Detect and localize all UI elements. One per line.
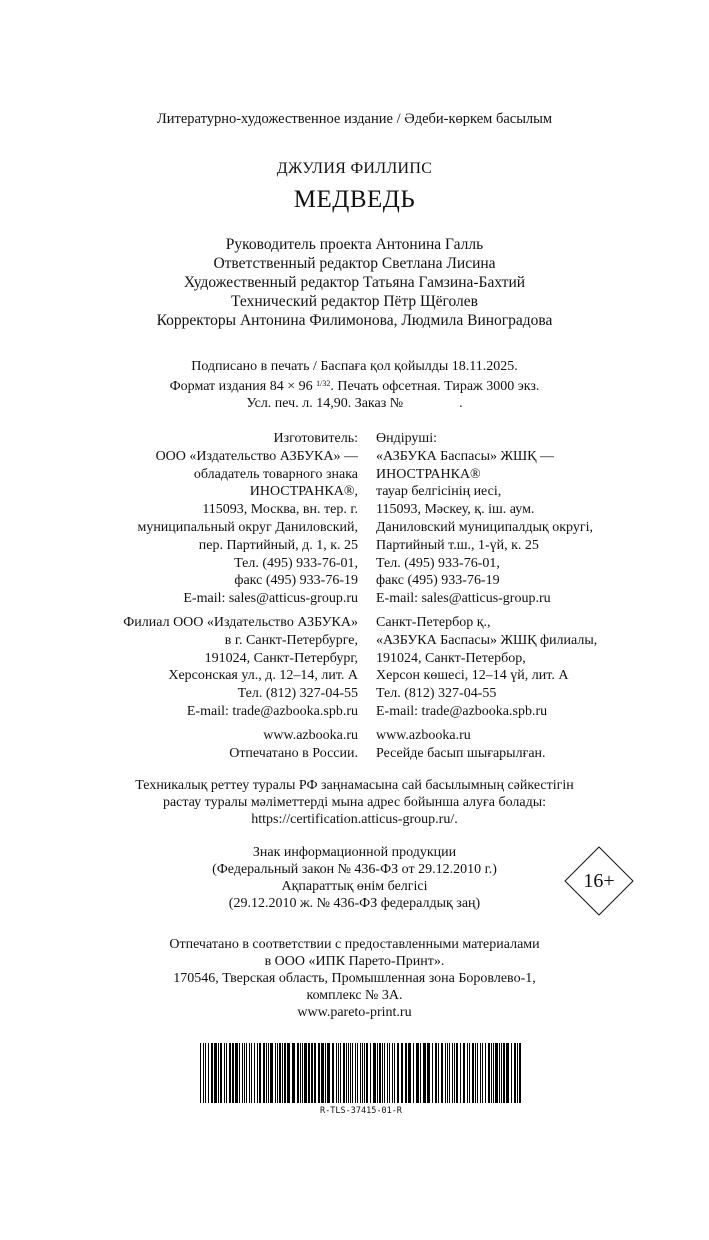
branch-left-line: в г. Санкт-Петербурге, (224, 632, 358, 648)
printed-in-right: Ресейде басып шығарылған. (376, 745, 546, 761)
credits-block (0, 235, 709, 330)
branch-right-line: Тел. (812) 327-04-55 (376, 686, 497, 702)
manufacturer-left-line: Изготовитель: (273, 431, 358, 446)
manufacturer-right-line: Даниловский муниципалдық округі, (376, 519, 593, 535)
author-name: ДЖУЛИЯ ФИЛЛИПС (276, 160, 433, 177)
website-right: www.azbooka.ru (376, 727, 471, 743)
branch-left-line: E-mail: trade@azbooka.spb.ru (186, 703, 358, 719)
age-rating-text: 16+ (583, 870, 615, 892)
branch-left-line: 191024, Санкт-Петербург, (204, 650, 358, 666)
manufacturer-right-line: Тел. (495) 933-76-01, (376, 555, 500, 571)
info-sign-line: Ақпараттық өнім белгісі (281, 879, 428, 894)
publisher-right-column (376, 430, 597, 762)
info-sign-line: Знак информационной продукции (252, 845, 457, 860)
certification-line: Техникалық реттеу туралы РФ заңнамасына сай басылымның сәйкестігін (135, 778, 574, 793)
branch-right-line: 191024, Санкт-Петербор, (376, 650, 526, 666)
manufacturer-left-line: 115093, Москва, вн. тер. г. (202, 502, 358, 518)
credit-line: Корректоры Антонина Филимонова, Людмила Виноградова (156, 312, 553, 329)
format-text-rest: . Печать офсетная. Тираж 3000 экз. (330, 379, 540, 394)
manufacturer-right-line: ИНОСТРАНКА® (376, 466, 481, 482)
certification-line: растау туралы мәліметтерді мына адрес бойынша алуға болады: (162, 795, 547, 810)
print-info (0, 358, 709, 412)
manufacturer-right-line: 115093, Мәскеу, қ. іш. аум. (376, 502, 535, 518)
branch-right-line: «АЗБУКА Баспасы» ЖШҚ филиалы, (376, 632, 598, 648)
series-label: Литературно-художественное издание / Әдеби-көркем басылым (156, 111, 553, 127)
printer-info (0, 936, 709, 1021)
printed-in-left: Отпечатано в России. (229, 745, 358, 761)
branch-left-line: Тел. (812) 327-04-55 (237, 686, 358, 702)
format-fraction: 1/32 (316, 379, 331, 388)
barcode-image (198, 1043, 524, 1103)
manufacturer-left-line: пер. Партийный, д. 1, к. 25 (198, 537, 358, 553)
manufacturer-left-line: ИНОСТРАНКА®, (249, 484, 358, 500)
credit-line: Художественный редактор Татьяна Гамзина-Бахтий (183, 274, 526, 291)
manufacturer-left-line: Тел. (495) 933-76-01, (234, 555, 358, 571)
printer-line: в ООО «ИПК Парето-Принт». (264, 954, 445, 969)
manufacturer-right-line: тауар белгісінің иесі, (376, 484, 502, 500)
certification-note (0, 777, 709, 828)
manufacturer-right-line: E-mail: sales@atticus-group.ru (376, 591, 551, 607)
manufacturer-left-line: ООО «Издательство АЗБУКА» — (155, 448, 358, 464)
manufacturer-right-line: факс (495) 933-76-19 (376, 573, 500, 589)
print-order-line: Усл. печ. л. 14,90. Заказ № . (246, 396, 463, 411)
book-title: МЕДВЕДЬ (293, 186, 416, 213)
branch-right-line: Санкт-Петербор қ., (376, 614, 491, 630)
credit-line: Технический редактор Пётр Щёголев (231, 293, 478, 310)
branch-left-line: Филиал ООО «Издательство АЗБУКА» (123, 614, 358, 630)
printer-line: комплекс № 3А. (306, 988, 403, 1003)
certification-url: https://certification.atticus-group.ru/. (251, 812, 458, 827)
info-sign-line: (29.12.2010 ж. № 436-ФЗ федералдық заң) (228, 896, 481, 911)
printer-line: 170546, Тверская область, Промышленная зона Боровлево-1, (173, 971, 536, 986)
manufacturer-left-line: факс (495) 933-76-19 (234, 573, 358, 589)
manufacturer-left-line: обладатель товарного знака (193, 466, 358, 482)
website-left: www.azbooka.ru (263, 727, 358, 743)
printer-line: Отпечатано в соответствии с предоставленными материалами (169, 937, 540, 952)
manufacturer-right-line: «АЗБУКА Баспасы» ЖШҚ — (376, 448, 554, 464)
info-sign-line: (Федеральный закон № 436-ФЗ от 29.12.2010 г.) (212, 862, 497, 877)
age-rating-badge (564, 846, 634, 916)
branch-right-line: Херсон көшесі, 12–14 үй, лит. А (376, 668, 569, 684)
printer-url: www.pareto-print.ru (297, 1005, 412, 1020)
publisher-left-column (123, 430, 358, 762)
manufacturer-left-line: муниципальный округ Даниловский, (137, 519, 358, 535)
barcode-code: R-TLS-37415-01-R (320, 1106, 402, 1116)
manufacturer-left-line: E-mail: sales@atticus-group.ru (183, 591, 358, 607)
credit-line: Руководитель проекта Антонина Галль (225, 236, 484, 253)
print-format-line (0, 375, 709, 395)
branch-left-line: Херсонская ул., д. 12–14, лит. А (168, 668, 358, 684)
print-signed-line: Подписано в печать / Баспаға қол қойылды 18.11.2025. (191, 359, 518, 374)
manufacturer-right-line: Партийный т.ш., 1-үй, к. 25 (376, 537, 539, 553)
format-text: Формат издания 84 × 96 (169, 379, 317, 394)
credit-line: Ответственный редактор Светлана Лисина (213, 255, 496, 272)
manufacturer-right-line: Өндіруші: (376, 431, 437, 446)
branch-right-line: E-mail: trade@azbooka.spb.ru (376, 703, 548, 719)
